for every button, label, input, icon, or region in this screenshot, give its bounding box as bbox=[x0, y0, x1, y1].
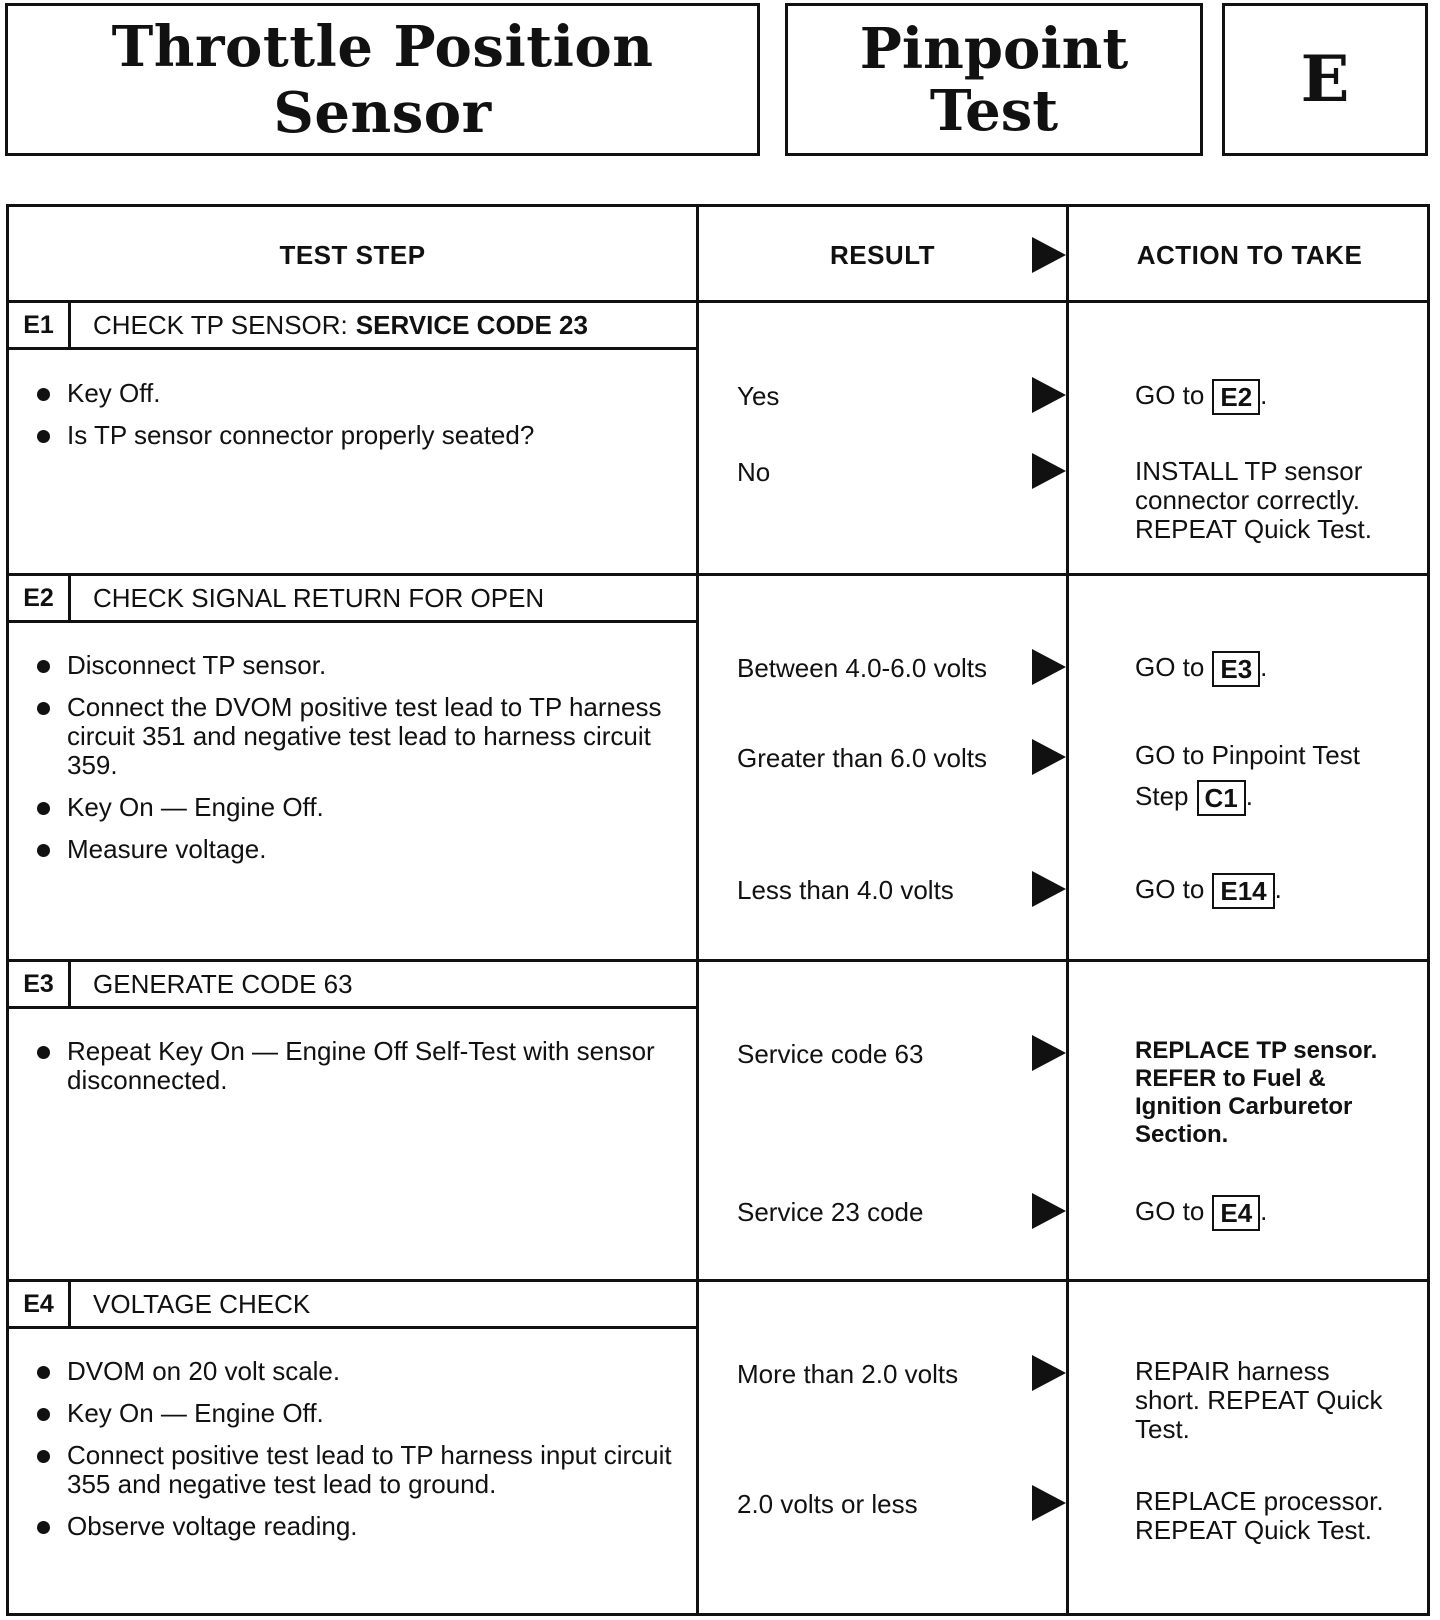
list-item: DVOM on 20 volt scale. bbox=[35, 1357, 675, 1386]
arrow-icon bbox=[1032, 649, 1066, 685]
step-instructions-e2 bbox=[35, 651, 665, 877]
result-text: Service 23 code bbox=[737, 1197, 924, 1227]
step-id: E4 bbox=[9, 1282, 71, 1326]
step-title: VOLTAGE CHECK bbox=[93, 1288, 311, 1319]
arrow-icon bbox=[1032, 377, 1066, 413]
step-bar-e4 bbox=[9, 1282, 699, 1329]
step-bar-e1 bbox=[9, 303, 699, 350]
list-item: Key Off. bbox=[35, 379, 675, 408]
step-reference: E2 bbox=[1212, 379, 1260, 415]
result-text: 2.0 volts or less bbox=[737, 1489, 918, 1519]
action-text: REPLACE TP sensor. REFER to Fuel & Ignition Carburetor Section. bbox=[1135, 1037, 1378, 1148]
action-text: GO to E2 . bbox=[1135, 379, 1267, 415]
step-instructions-e1 bbox=[35, 379, 675, 463]
step-title bbox=[93, 303, 588, 347]
list-item: Is TP sensor connector properly seated? bbox=[35, 421, 675, 450]
column-header-result: RESULT bbox=[829, 239, 936, 270]
arrow-icon bbox=[1032, 739, 1066, 775]
column-header-test-step: TEST STEP bbox=[279, 239, 426, 270]
list-item: Key On — Engine Off. bbox=[35, 793, 665, 822]
action-text: REPAIR harness short. REPEAT Quick Test. bbox=[1135, 1356, 1383, 1444]
arrow-icon bbox=[1032, 453, 1066, 489]
arrow-icon bbox=[1032, 1035, 1066, 1071]
arrow-icon bbox=[1032, 1355, 1066, 1391]
pinpoint-table bbox=[6, 204, 1430, 1616]
title-box bbox=[5, 3, 760, 156]
column-header-action: ACTION TO TAKE bbox=[1136, 239, 1363, 270]
test-letter-box bbox=[1222, 3, 1428, 156]
step-title-text: CHECK TP SENSOR: bbox=[93, 309, 348, 340]
step-title-bold: SERVICE CODE 23 bbox=[355, 309, 588, 340]
column-divider bbox=[696, 207, 699, 1613]
step-instructions-e4 bbox=[35, 1357, 675, 1554]
result-text: Yes bbox=[737, 381, 780, 411]
list-item: Connect the DVOM positive test lead to TP harness circuit 351 and negative test lead to harness circuit 359. bbox=[35, 693, 665, 780]
step-title: GENERATE CODE 63 bbox=[93, 968, 353, 999]
result-text: More than 2.0 volts bbox=[737, 1359, 959, 1389]
result-text: No bbox=[737, 457, 771, 487]
list-item: Connect positive test lead to TP harness input circuit 355 and negative test lead to ground. bbox=[35, 1441, 675, 1499]
action-text: GO to E14 . bbox=[1135, 873, 1282, 909]
step-reference: E3 bbox=[1212, 651, 1260, 687]
result-text: Greater than 6.0 volts bbox=[737, 743, 988, 773]
arrow-icon bbox=[1032, 237, 1066, 273]
action-text: REPLACE processor. REPEAT Quick Test. bbox=[1135, 1486, 1384, 1545]
test-label: Test bbox=[929, 77, 1059, 144]
arrow-icon bbox=[1032, 1485, 1066, 1521]
step-reference: E4 bbox=[1212, 1195, 1260, 1231]
result-text: Less than 4.0 volts bbox=[737, 875, 954, 905]
action-text: INSTALL TP sensor connector correctly. REPEAT Quick Test. bbox=[1135, 456, 1372, 544]
step-reference: E14 bbox=[1212, 873, 1274, 909]
result-text: Service code 63 bbox=[737, 1039, 924, 1069]
test-letter: E bbox=[1300, 42, 1350, 117]
step-instructions-e3 bbox=[35, 1037, 675, 1108]
step-id: E3 bbox=[9, 962, 71, 1006]
list-item: Repeat Key On — Engine Off Self-Test with sensor disconnected. bbox=[35, 1037, 675, 1095]
pinpoint-label: Pinpoint bbox=[859, 15, 1129, 82]
page-title: Throttle Position Sensor bbox=[111, 13, 654, 146]
step-id: E2 bbox=[9, 576, 71, 620]
pinpoint-test-box bbox=[785, 3, 1203, 156]
step-bar-e2 bbox=[9, 576, 699, 623]
step-title: CHECK SIGNAL RETURN FOR OPEN bbox=[93, 582, 545, 613]
step-reference: C1 bbox=[1197, 780, 1246, 816]
result-text: Between 4.0-6.0 volts bbox=[737, 653, 988, 683]
step-id: E1 bbox=[9, 303, 71, 347]
list-item: Disconnect TP sensor. bbox=[35, 651, 665, 680]
step-bar-e3 bbox=[9, 962, 699, 1009]
list-item: Key On — Engine Off. bbox=[35, 1399, 675, 1428]
list-item: Observe voltage reading. bbox=[35, 1512, 675, 1541]
action-text: GO to Pinpoint Test Step C1 . bbox=[1135, 741, 1360, 816]
list-item: Measure voltage. bbox=[35, 835, 665, 864]
column-divider bbox=[1066, 207, 1069, 1613]
arrow-icon bbox=[1032, 1193, 1066, 1229]
action-text: GO to E3 . bbox=[1135, 651, 1267, 687]
action-text: GO to E4 . bbox=[1135, 1195, 1267, 1231]
arrow-icon bbox=[1032, 871, 1066, 907]
